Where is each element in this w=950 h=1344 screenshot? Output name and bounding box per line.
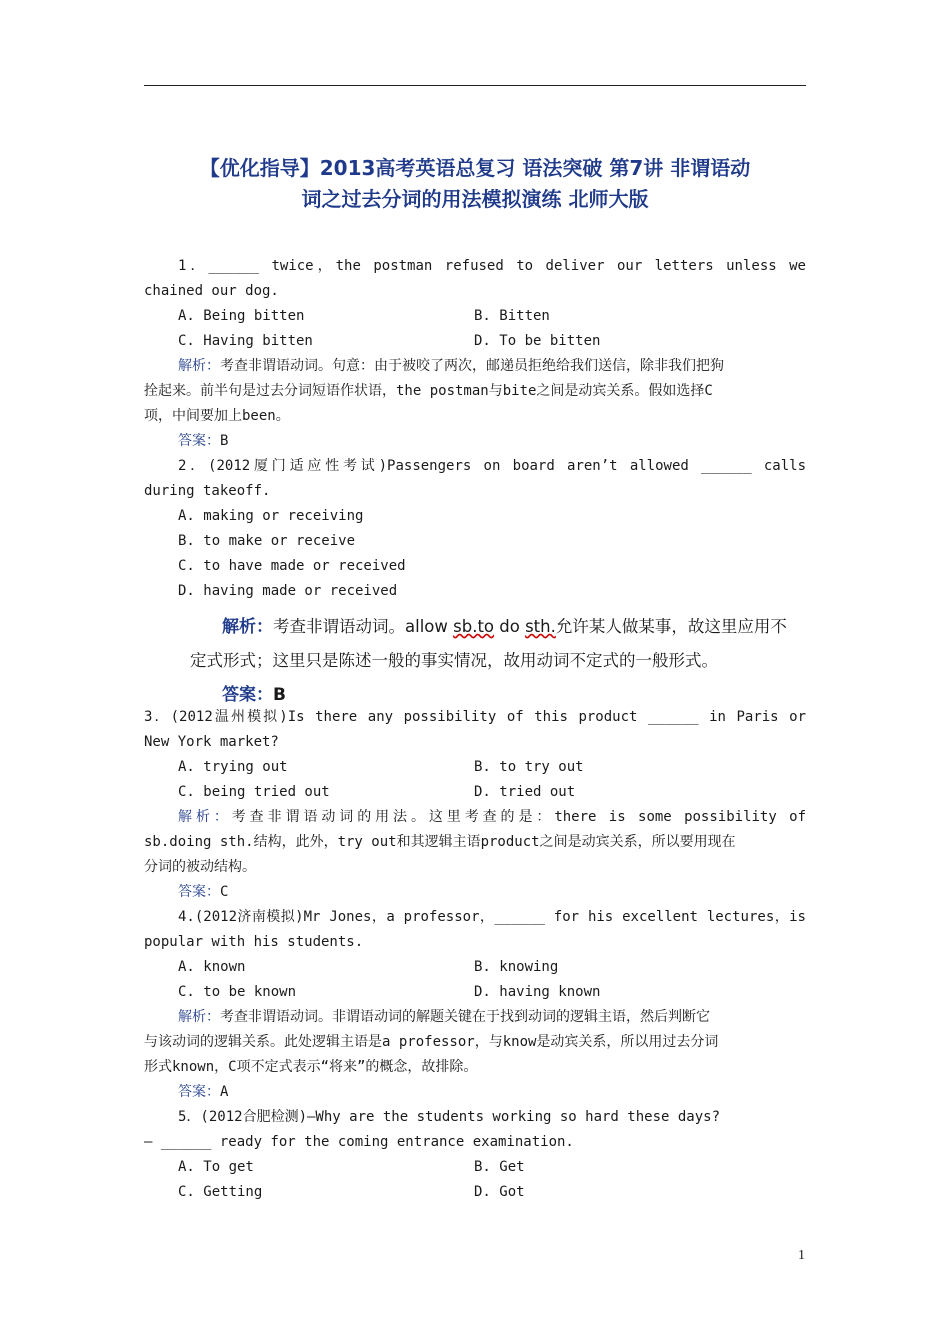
option-c: C. Getting (178, 1184, 263, 1200)
title-line-2: 词之过去分词的用法模拟演练 北师大版 (301, 187, 649, 211)
options-row (144, 304, 806, 329)
analysis-text: 考查非谓语动词。allow (273, 617, 454, 636)
analysis-label: 解析： (178, 809, 232, 825)
analysis-text: do (494, 617, 526, 636)
option-a: A. To get (178, 1159, 254, 1175)
question-stem: New York market? (144, 734, 279, 750)
option-b: B. to make or receive (178, 533, 356, 549)
question-stem: 1．______ twice，the postman refused to deliver our letters unless we (178, 258, 806, 274)
option-b: B. Bitten (474, 308, 550, 324)
option-d: D. tried out (474, 784, 576, 800)
analysis-text: 与该动词的逻辑关系。此处逻辑主语是a professor，与know是动宾关系，所以用过去分词 (144, 1034, 719, 1050)
analysis (144, 354, 806, 379)
analysis-text: 考查非谓语动词。句意：由于被咬了两次，邮递员拒绝给我们送信，除非我们把狗 (220, 358, 724, 374)
analysis-text: 定式形式；这里只是陈述一般的事实情况，故用动词不定式的一般形式。 (190, 651, 718, 670)
question-2 (144, 454, 806, 705)
analysis (144, 1005, 806, 1030)
option-a: A. making or receiving (178, 508, 364, 524)
answer-value: B (273, 685, 286, 705)
header-rule (144, 85, 806, 86)
options-row (144, 955, 806, 980)
answer-label: 答案： (222, 685, 273, 705)
option-a: A. known (178, 959, 246, 975)
question-stem: 5．(2012合肥检测)—Why are the students working so hard these days? (178, 1109, 721, 1125)
analysis-text: 拴起来。前半句是过去分词短语作状语，the postman与bite之间是动宾关系。假如选择C (144, 383, 713, 399)
analysis-text: sb.to (453, 617, 495, 636)
scanned-analysis-block (144, 604, 806, 705)
option-c: C. to have made or received (178, 558, 406, 574)
analysis (222, 614, 787, 640)
option-d: D. To be bitten (474, 333, 601, 349)
analysis-text: sth. (525, 617, 556, 636)
answer (144, 880, 806, 905)
question-1 (144, 254, 806, 454)
question-stem: popular with his students. (144, 934, 364, 950)
options-row (144, 329, 806, 354)
question-stem: 4.(2012济南模拟)Mr Jones，a professor，______ for his excellent lectures，is (178, 909, 806, 925)
option-a: A. Being bitten (178, 308, 305, 324)
analysis-text: sb.doing sth.结构，此外，try out和其逻辑主语product之间是动宾关系，所以要用现在 (144, 834, 736, 850)
options-row (144, 1180, 806, 1205)
answer-label: 答案： (178, 884, 220, 900)
question-stem: 3．(2012温州模拟)Is there any possibility of this product ______ in Paris or (144, 709, 806, 725)
option-d: D. Got (474, 1184, 525, 1200)
page-number: 1 (798, 1248, 805, 1263)
option-c: C. to be known (178, 984, 297, 1000)
answer-value: C (220, 884, 229, 900)
option-c: C. Having bitten (178, 333, 313, 349)
answer-label: 答案： (178, 1084, 220, 1100)
question-stem: — ______ ready for the coming entrance examination. (144, 1134, 574, 1150)
answer (144, 1080, 806, 1105)
question-stem: chained our dog. (144, 283, 279, 299)
answer-value: B (220, 433, 229, 449)
analysis-text: 允许某人做某事，故这里应用不 (555, 617, 787, 636)
document-body (144, 254, 806, 1205)
analysis-label: 解析： (178, 1009, 220, 1025)
analysis-label: 解析： (222, 617, 273, 637)
option-b: B. knowing (474, 959, 559, 975)
analysis-label: 解析： (178, 358, 220, 374)
answer-value: A (220, 1084, 229, 1100)
options-row (144, 780, 806, 805)
answer (144, 429, 806, 454)
question-5 (144, 1105, 806, 1205)
option-b: B. to try out (474, 759, 584, 775)
answer (222, 682, 286, 708)
question-stem: 2．(2012厦门适应性考试)Passengers on board aren’t allowed ______ calls (178, 458, 806, 474)
analysis-text: 分词的被动结构。 (144, 859, 256, 875)
options-row (144, 1155, 806, 1180)
option-d: D. having known (474, 984, 601, 1000)
analysis-text: 考查非谓语动词。非谓语动词的解题关键在于找到动词的逻辑主语，然后判断它 (220, 1009, 710, 1025)
analysis (144, 805, 806, 830)
option-b: B. Get (474, 1159, 525, 1175)
options-row (144, 755, 806, 780)
analysis-text: 形式known，C项不定式表示“将来”的概念，故排除。 (144, 1059, 478, 1075)
option-a: A. trying out (178, 759, 288, 775)
analysis-text: 考查非谓语动词的用法。这里考查的是：there is some possibility of (231, 809, 806, 825)
document-title (144, 153, 806, 215)
answer-label: 答案： (178, 433, 220, 449)
analysis-text: 项，中间要加上been。 (144, 408, 290, 424)
option-c: C. being tried out (178, 784, 330, 800)
question-stem: during takeoff. (144, 483, 271, 499)
title-line-1: 【优化指导】2013高考英语总复习 语法突破 第7讲 非谓语动 (199, 156, 751, 180)
question-4 (144, 905, 806, 1105)
question-3 (144, 705, 806, 905)
option-d: D. having made or received (178, 583, 398, 599)
options-row (144, 980, 806, 1005)
